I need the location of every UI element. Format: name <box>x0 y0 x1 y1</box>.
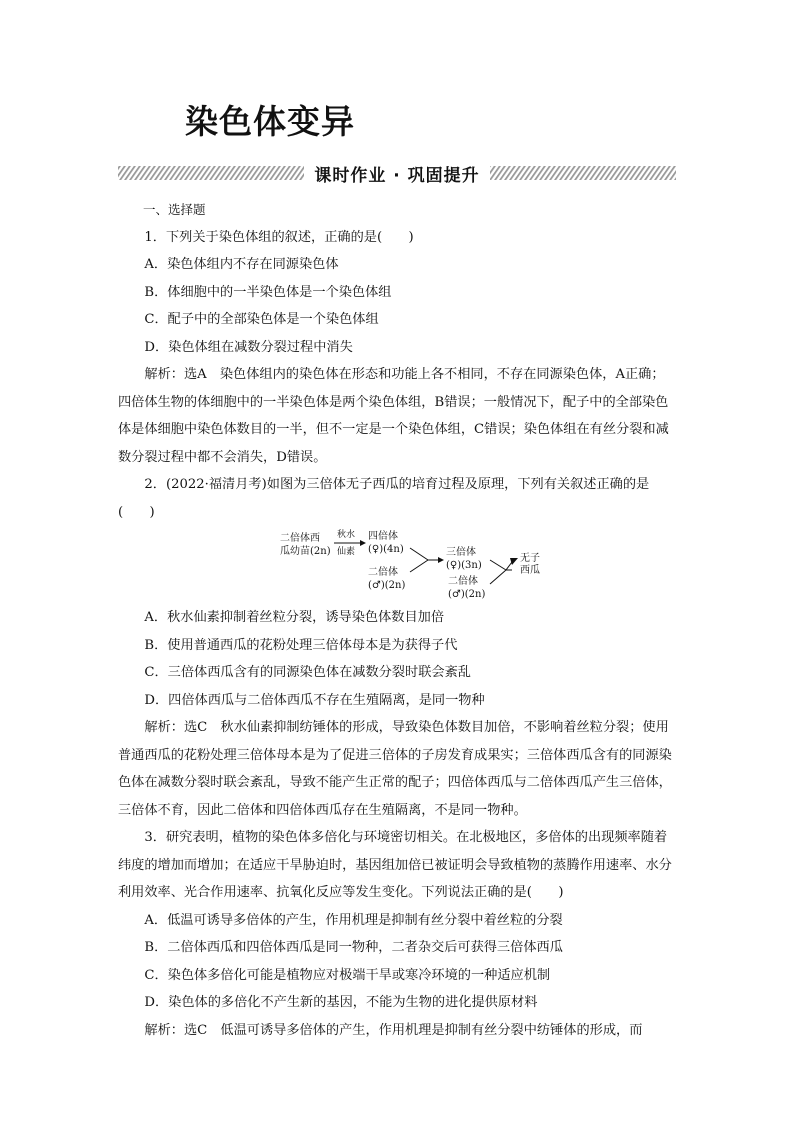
q2-option-d: D．四倍体西瓜与二倍体西瓜不存在生殖隔离，是同一物种 <box>144 692 485 708</box>
diagram-seedling-line1: 二倍体西 <box>280 533 320 544</box>
q3-stem: 3．研究表明，植物的染色体多倍化与环境密切相关。在北极地区，多倍体的出现频率随着纬度的增加而增加；在适应干旱胁迫时，基因组加倍已被证明会导致植物的蒸腾作用速率、水分利用效率、光合作用速率、抗氧化反应等发生变化。下列说法正确的是( ) <box>118 830 672 900</box>
q1-analysis: 解析：选A 染色体组内的染色体在形态和功能上各不相同，不存在同源染色体，A正确；四倍体生物的体细胞中的一半染色体是两个染色体组，B错误；一般情况下，配子中的全部染色体是体细胞中染色体数目的一半，但不一定是一个染色体组，C错误；染色体组在有丝分裂和减数分裂过程中都不会消失，D错误。 <box>118 367 669 465</box>
q2-option-a: A．秋水仙素抑制着丝粒分裂，诱导染色体数目加倍 <box>144 610 445 625</box>
diagram-triploid-line2: (♀)(3n) <box>446 560 482 571</box>
watermelon-breeding-diagram <box>118 528 676 600</box>
q1-option-c: C．配子中的全部染色体是一个染色体组 <box>144 312 379 327</box>
banner-label: 课时作业 · 巩固提升 <box>304 161 489 186</box>
q3-option-d: D．染色体的多倍化不产生新的基因，不能为生物的进化提供原材料 <box>144 995 538 1010</box>
q3-analysis: 解析：选C 低温可诱导多倍体的产生，作用机理是抑制有丝分裂中纺锤体的形成，而 <box>144 1022 643 1038</box>
diagram-arrow-label-top: 秋水 <box>337 530 356 540</box>
q2-option-b: B．使用普通西瓜的花粉处理三倍体母本是为获得子代 <box>144 637 458 653</box>
section-banner <box>118 160 676 186</box>
q2-option-c: C．三倍体西瓜含有的同源染色体在减数分裂时联会紊乱 <box>144 665 471 680</box>
diagram-diploid-male-a-line2: (♂)(2n) <box>368 580 406 591</box>
q3-option-c: C．染色体多倍化可能是植物应对极端干旱或寒冷环境的一种适应机制 <box>144 967 551 983</box>
page-title: 染色体变异 <box>185 102 355 141</box>
q1-stem: 1．下列关于染色体组的叙述，正确的是( ) <box>144 229 414 245</box>
diagram-diploid-male-b-line1: 二倍体 <box>448 576 478 587</box>
section-heading: 一、选择题 <box>143 202 206 217</box>
diagram-seedling-line2: 瓜幼苗(2n) <box>280 546 331 557</box>
q1-option-d: D．染色体组在减数分裂过程中消失 <box>144 339 353 355</box>
diagram-triploid-line1: 三倍体 <box>446 547 476 558</box>
diagram-diploid-male-b-line2: (♂)(2n) <box>448 589 486 600</box>
q1-option-b: B．体细胞中的一半染色体是一个染色体组 <box>144 284 392 300</box>
q3-option-b: B．二倍体西瓜和四倍体西瓜是同一物种，二者杂交后可获得三倍体西瓜 <box>144 940 563 955</box>
q2-analysis: 解析：选C 秋水仙素抑制纺锤体的形成，导致染色体数目加倍，不影响着丝粒分裂；使用普通西瓜的花粉处理三倍体母本是为了促进三倍体的子房发育成果实；三倍体西瓜含有的同源染色体在减数分裂时联会紊乱，导致不能产生正常的配子；四倍体西瓜与二倍体西瓜产生三倍体，三倍体不育，因此二倍体和四倍体西瓜存在生殖隔离，不是同一物种。 <box>118 720 672 818</box>
diagram-seedless-line2: 西瓜 <box>520 565 540 576</box>
q1-option-a: A．染色体组内不存在同源染色体 <box>144 257 339 272</box>
question-content <box>118 196 676 1044</box>
q2-stem: 2．(2022·福清月考)如图为三倍体无子西瓜的培育过程及原理，下列有关叙述正确的是( ) <box>118 477 650 520</box>
q3-option-a: A．低温可诱导多倍体的产生，作用机理是抑制有丝分裂中着丝粒的分裂 <box>144 912 563 928</box>
diagram-tetraploid-line2: (♀)(4n) <box>368 544 404 555</box>
diagram-seedless-line1: 无子 <box>520 553 540 564</box>
diagram-arrow-label-bottom: 仙素 <box>337 547 356 557</box>
diagram-tetraploid-line1: 四倍体 <box>368 531 398 542</box>
diagram-diploid-male-a-line1: 二倍体 <box>368 567 398 578</box>
